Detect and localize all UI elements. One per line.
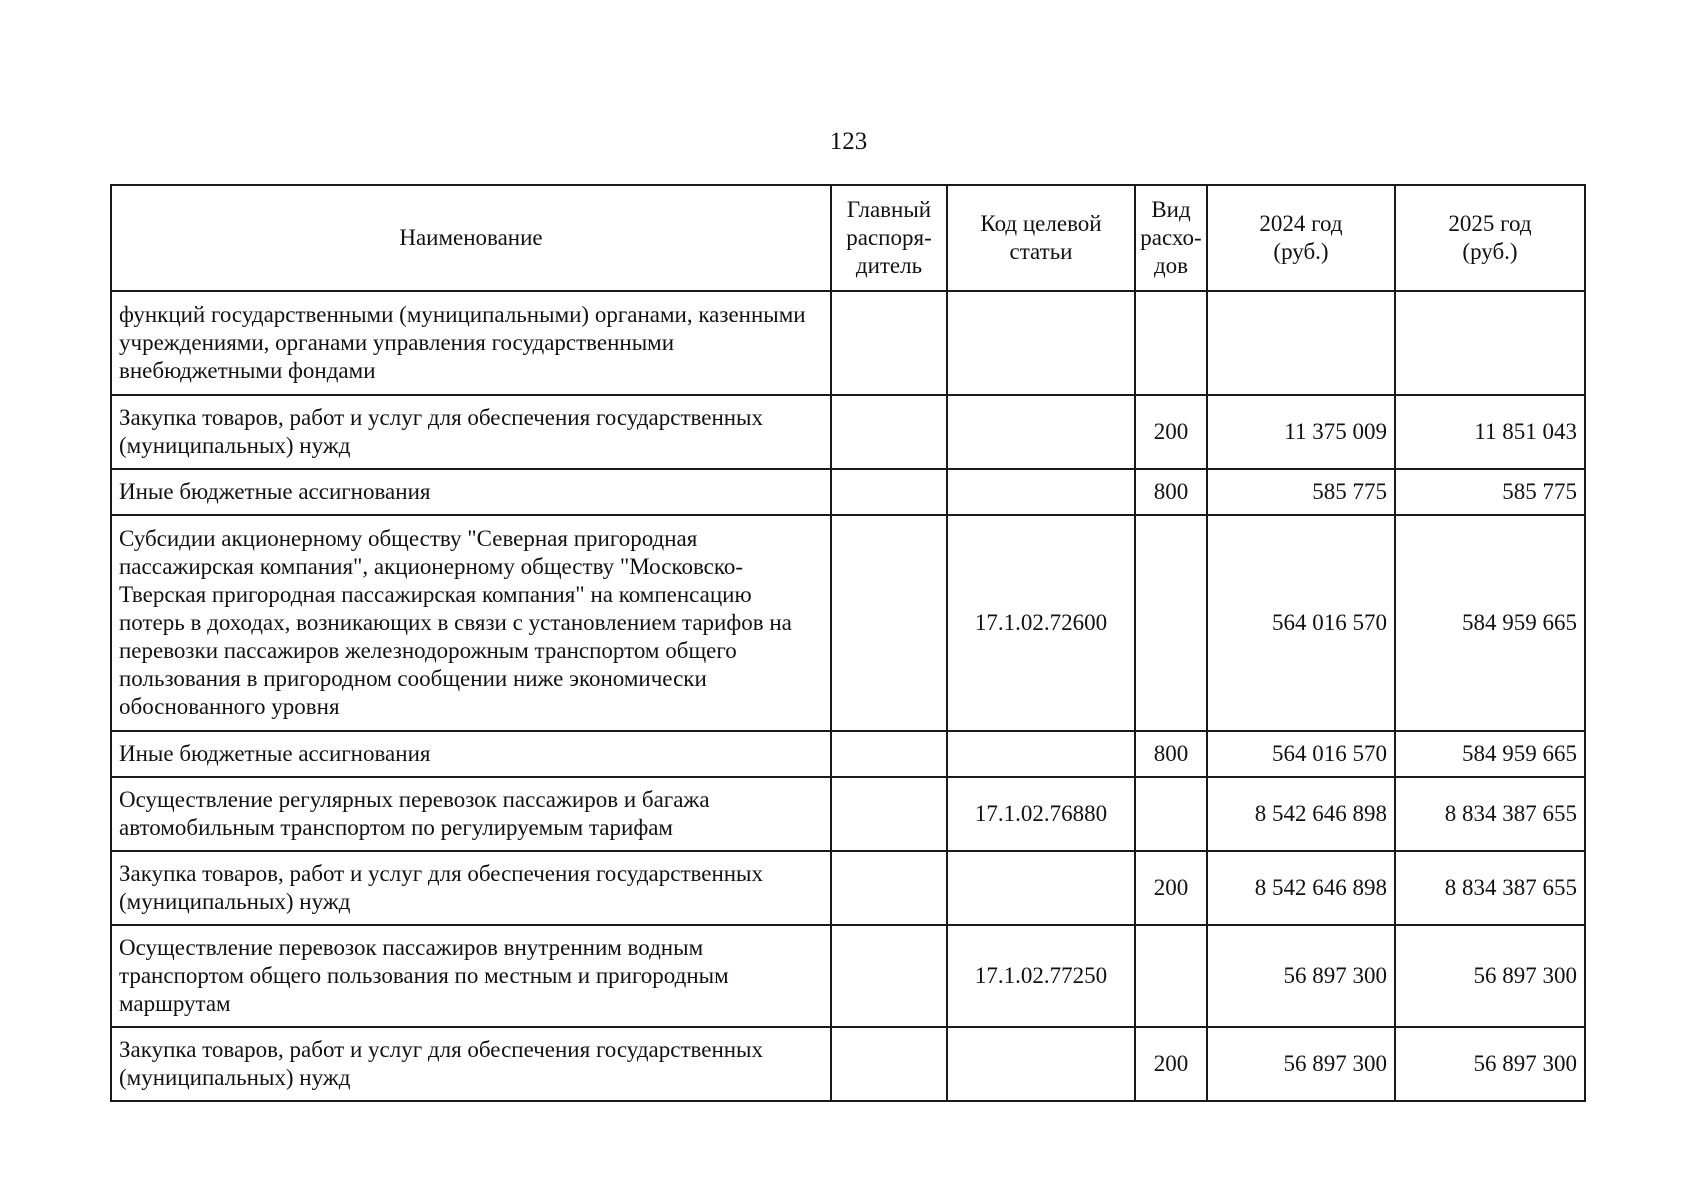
cell-expense-type: 800 xyxy=(1135,469,1207,515)
cell-target-code: 17.1.02.76880 xyxy=(947,777,1135,851)
cell-amount-2025: 8 834 387 655 xyxy=(1395,851,1585,925)
cell-amount-2025: 584 959 665 xyxy=(1395,515,1585,731)
cell-amount-2025 xyxy=(1395,291,1585,395)
cell-target-code: 17.1.02.72600 xyxy=(947,515,1135,731)
cell-chief-manager xyxy=(831,291,947,395)
header-expense-type: Вид расхо- дов xyxy=(1135,185,1207,291)
cell-expense-type: 200 xyxy=(1135,395,1207,469)
table-row xyxy=(111,1027,1585,1101)
cell-name: Субсидии акционерному обществу "Северная пригородная пассажирская компания", акционерному обществу "Московско-Тверская пригородная пассажирская компания" на компенсацию потерь в доходах, возникающих в связи с установлением тарифов на перевозки пассажиров железнодорожным транспортом общего пользования в пригородном сообщении ниже экономически обоснованного уровня xyxy=(111,515,831,731)
cell-name: Закупка товаров, работ и услуг для обеспечения государственных (муниципальных) нужд xyxy=(111,851,831,925)
table-row xyxy=(111,925,1585,1027)
cell-expense-type: 200 xyxy=(1135,851,1207,925)
cell-amount-2025: 56 897 300 xyxy=(1395,1027,1585,1101)
cell-amount-2024: 56 897 300 xyxy=(1207,925,1395,1027)
table-row xyxy=(111,291,1585,395)
cell-expense-type xyxy=(1135,291,1207,395)
cell-amount-2024 xyxy=(1207,291,1395,395)
cell-amount-2025: 11 851 043 xyxy=(1395,395,1585,469)
cell-target-code xyxy=(947,291,1135,395)
cell-target-code xyxy=(947,1027,1135,1101)
header-chief-manager: Главный распоря- дитель xyxy=(831,185,947,291)
cell-name: Закупка товаров, работ и услуг для обеспечения государственных (муниципальных) нужд xyxy=(111,395,831,469)
cell-name: Закупка товаров, работ и услуг для обеспечения государственных (муниципальных) нужд xyxy=(111,1027,831,1101)
header-year-2024: 2024 год (руб.) xyxy=(1207,185,1395,291)
cell-expense-type: 800 xyxy=(1135,731,1207,777)
cell-chief-manager xyxy=(831,395,947,469)
cell-name: Иные бюджетные ассигнования xyxy=(111,731,831,777)
cell-chief-manager xyxy=(831,469,947,515)
header-year-2025: 2025 год (руб.) xyxy=(1395,185,1585,291)
header-target-code: Код целевой статьи xyxy=(947,185,1135,291)
cell-chief-manager xyxy=(831,731,947,777)
cell-target-code xyxy=(947,851,1135,925)
table-row xyxy=(111,395,1585,469)
cell-name: функций государственными (муниципальными) органами, казенными учреждениями, органами управления государственными внебюджетными фондами xyxy=(111,291,831,395)
cell-expense-type xyxy=(1135,777,1207,851)
header-name: Наименование xyxy=(111,185,831,291)
table-row xyxy=(111,777,1585,851)
cell-expense-type: 200 xyxy=(1135,1027,1207,1101)
cell-target-code xyxy=(947,731,1135,777)
table-row xyxy=(111,851,1585,925)
budget-table xyxy=(110,184,1586,1102)
cell-name: Иные бюджетные ассигнования xyxy=(111,469,831,515)
cell-target-code xyxy=(947,395,1135,469)
table-header xyxy=(111,185,1585,291)
table-row xyxy=(111,469,1585,515)
table-row xyxy=(111,515,1585,731)
cell-chief-manager xyxy=(831,1027,947,1101)
cell-amount-2024: 564 016 570 xyxy=(1207,731,1395,777)
cell-expense-type xyxy=(1135,925,1207,1027)
cell-chief-manager xyxy=(831,515,947,731)
cell-name: Осуществление перевозок пассажиров внутренним водным транспортом общего пользования по местным и пригородным маршрутам xyxy=(111,925,831,1027)
cell-amount-2024: 11 375 009 xyxy=(1207,395,1395,469)
cell-target-code xyxy=(947,469,1135,515)
cell-target-code: 17.1.02.77250 xyxy=(947,925,1135,1027)
page-number: 123 xyxy=(829,128,868,155)
cell-amount-2025: 585 775 xyxy=(1395,469,1585,515)
cell-chief-manager xyxy=(831,851,947,925)
table-row xyxy=(111,731,1585,777)
cell-name: Осуществление регулярных перевозок пассажиров и багажа автомобильным транспортом по регулируемым тарифам xyxy=(111,777,831,851)
cell-chief-manager xyxy=(831,925,947,1027)
cell-amount-2024: 585 775 xyxy=(1207,469,1395,515)
cell-chief-manager xyxy=(831,777,947,851)
cell-amount-2024: 564 016 570 xyxy=(1207,515,1395,731)
cell-amount-2024: 8 542 646 898 xyxy=(1207,777,1395,851)
header-row xyxy=(111,185,1585,291)
cell-expense-type xyxy=(1135,515,1207,731)
table-body xyxy=(111,291,1585,1101)
cell-amount-2025: 8 834 387 655 xyxy=(1395,777,1585,851)
cell-amount-2024: 8 542 646 898 xyxy=(1207,851,1395,925)
cell-amount-2025: 56 897 300 xyxy=(1395,925,1585,1027)
cell-amount-2024: 56 897 300 xyxy=(1207,1027,1395,1101)
cell-amount-2025: 584 959 665 xyxy=(1395,731,1585,777)
